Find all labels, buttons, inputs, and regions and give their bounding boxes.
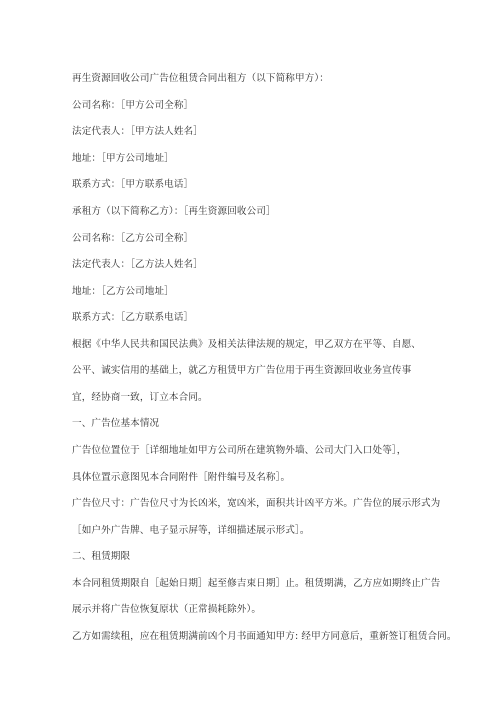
ad-location-line-2: 具体位置示意图见本合同附件［附件编号及名称］。 — [72, 472, 291, 483]
lessee-contact: 联系方式：［乙方联系电话］ — [72, 312, 194, 323]
ad-size-line-1: 广告位尺寸：广告位尺寸为长凶米，宽凶米，面积共计凶平方米。广告位的展示形式为 — [72, 498, 441, 509]
lessee-heading: 承租方（以下简称乙方）：［再生资源回收公司］ — [72, 206, 276, 217]
preamble-line-1: 根据《中华人民共和国民法典》及相关法律法规的规定，甲乙双方在平等、自愿、 — [72, 339, 421, 350]
section-heading-ad-space: 一、广告位基本情况 — [72, 418, 160, 429]
ad-location-line-1: 广告位位置位于［详细地址如甲方公司所在建筑物外墙、公司大门入口处等］， — [72, 445, 407, 456]
lessor-company-name: 公司名称：［甲方公司全称］ — [72, 100, 194, 111]
renewal-line: 乙方如需续租，应在租赁期满前凶个月书面通知甲方: 经甲方同意后，重新签订租赁合同。 — [72, 631, 457, 642]
lease-term-line-2: 展示并将广告位恢复原状（正常损耗除外）。 — [72, 604, 262, 615]
lessor-address: 地址：［甲方公司地址］ — [72, 153, 174, 164]
lessor-legal-representative: 法定代表人：［甲方法人姓名］ — [72, 126, 203, 137]
lessee-legal-representative: 法定代表人：［乙方法人姓名］ — [72, 259, 203, 270]
lease-term-line-1: 本合同租赁期限自［起始日期］起至修吉束日期］止。租赁期满，乙方应如期终止广告 — [72, 578, 441, 589]
section-heading-lease-term: 二、租赁期限 — [72, 551, 131, 562]
lessee-address: 地址：［乙方公司地址］ — [72, 286, 174, 297]
preamble-line-3: 宜，经协商一致，订立本合同。 — [72, 392, 208, 403]
preamble-line-2: 公平、诚实信用的基础上，就乙方租赁甲方广告位用于再生资源回收业务宣传事 — [72, 365, 412, 376]
lessor-contact: 联系方式：［甲方联系电话］ — [72, 179, 194, 190]
ad-size-line-2: ［如户外广告牌、电子显示屏等，详细描述展示形式］。 — [72, 525, 310, 536]
lessee-company-name: 公司名称：［乙方公司全称］ — [72, 233, 194, 244]
contract-title-lessor: 再生资源回收公司广告位租赁合同出租方（以下简称甲方）： — [72, 73, 329, 84]
